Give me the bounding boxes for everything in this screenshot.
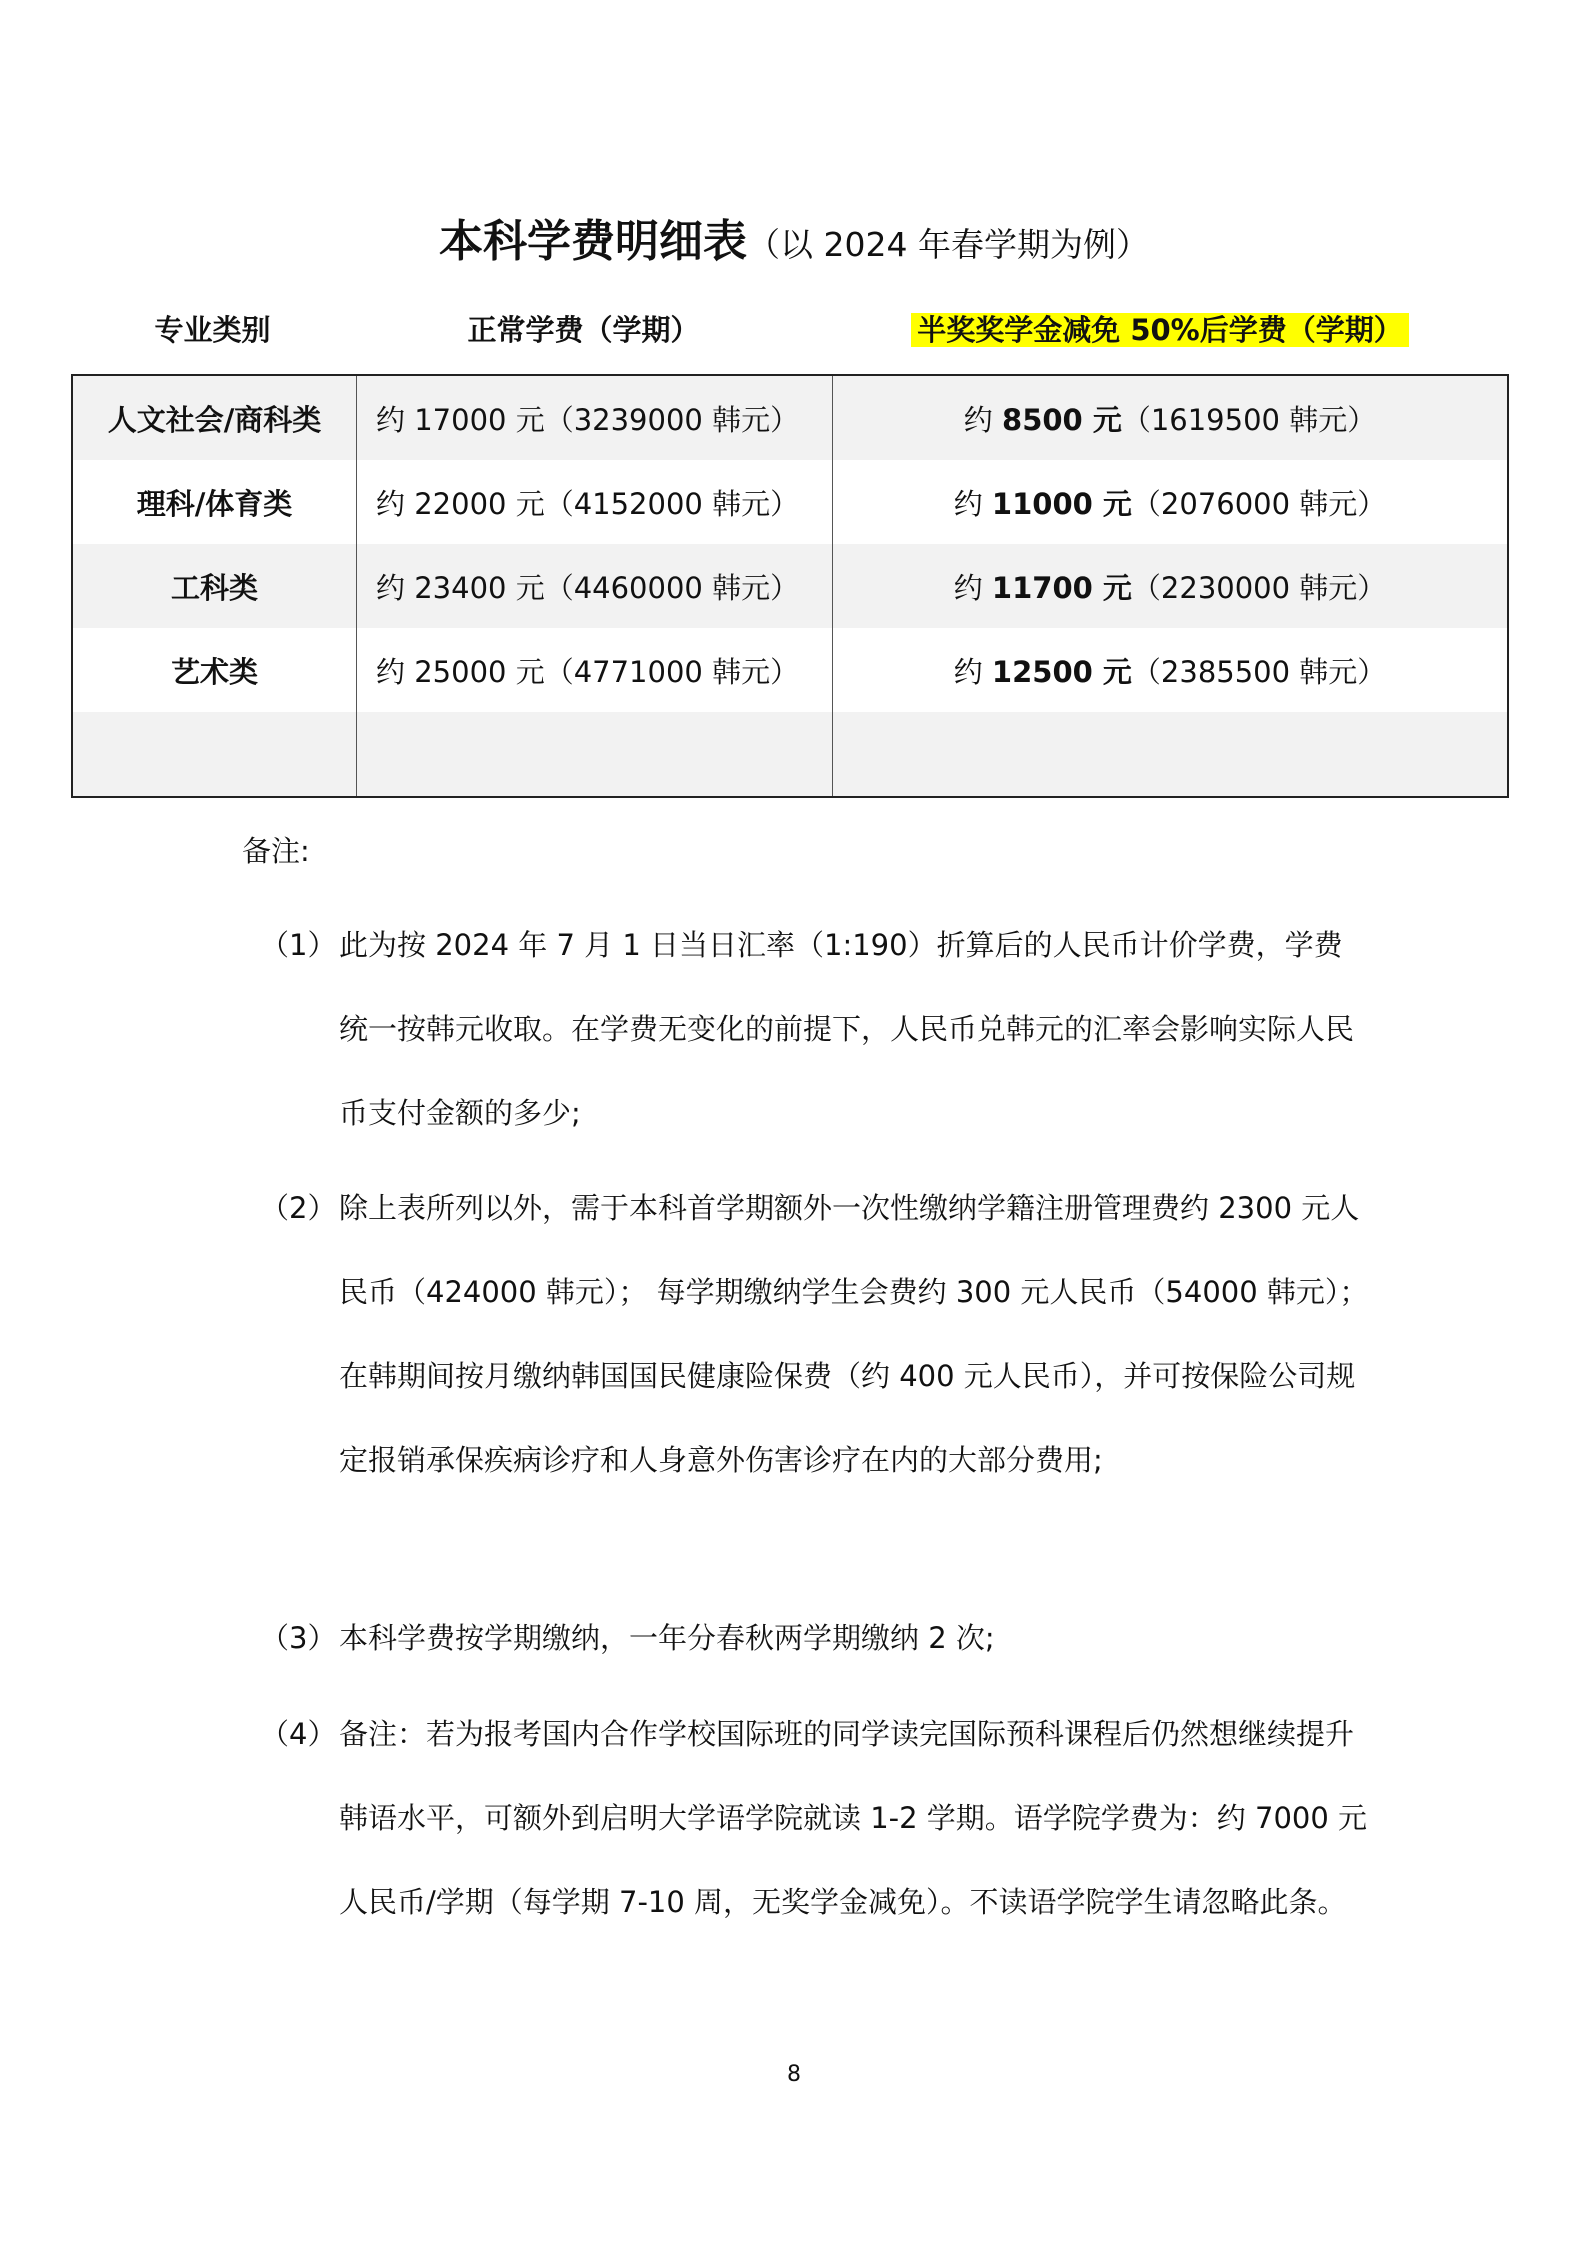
title-main: 本科学费明细表 xyxy=(439,216,748,267)
document-title xyxy=(0,205,1588,269)
note-text: 本科学费按学期缴纳，一年分春秋两学期缴纳 2 次; xyxy=(339,1621,995,1655)
half-fee-cell xyxy=(833,544,1509,628)
empty-cell xyxy=(357,712,833,797)
category-cell: 工科类 xyxy=(72,544,357,628)
half-fee-krw: （2385500 韩元） xyxy=(1131,654,1387,689)
note-number: （4） xyxy=(260,1717,337,1751)
half-fee-krw: （1619500 韩元） xyxy=(1121,402,1377,437)
half-fee-amount: 8500 元 xyxy=(1002,402,1122,437)
half-fee-cell xyxy=(833,375,1509,460)
table-row-empty xyxy=(72,712,1508,797)
empty-cell xyxy=(833,712,1509,797)
half-fee-amount: 12500 元 xyxy=(991,654,1132,689)
category-cell: 人文社会/商科类 xyxy=(72,375,357,460)
half-fee-krw: （2076000 韩元） xyxy=(1131,486,1387,521)
half-fee-cell xyxy=(833,460,1509,544)
table-row xyxy=(72,544,1508,628)
note-text: 除上表所列以外，需于本科首学期额外一次性缴纳学籍注册管理费约 2300 元人民币（424000 韩元）； 每学期缴纳学生会费约 300 元人民币（54000 韩元）； 在韩期间按月缴纳韩国国民健康险保费（约 400 元人民币），并可按保险公司规定报销承保疾病诊疗和人身意外伤害诊疗在内的大部分费用; xyxy=(339,1191,1369,1477)
title-subtitle: （以 2024 年春学期为例） xyxy=(747,225,1149,264)
normal-fee-cell: 约 17000 元（3239000 韩元） xyxy=(357,375,833,460)
category-cell: 理科/体育类 xyxy=(72,460,357,544)
note-text: 此为按 2024 年 7 月 1 日当日汇率（1:190）折算后的人民币计价学费，学费统一按韩元收取。在学费无变化的前提下，人民币兑韩元的汇率会影响实际人民币支付金额的多少; xyxy=(339,928,1355,1130)
header-normal-fee: 正常学费（学期） xyxy=(467,313,700,347)
category-cell: 艺术类 xyxy=(72,628,357,712)
normal-fee-cell: 约 22000 元（4152000 韩元） xyxy=(357,460,833,544)
note-text: 备注：若为报考国内合作学校国际班的同学读完国际预科课程后仍然想继续提升韩语水平，可额外到启明大学语学院就读 1-2 学期。语学院学费为：约 7000 元人民币/学期（每学期 7-10 周，无奖学金减免）。不读语学院学生请忽略此条。 xyxy=(339,1717,1368,1919)
half-fee-prefix: 约 xyxy=(953,654,992,689)
note-number: （1） xyxy=(260,928,337,962)
half-fee-krw: （2230000 韩元） xyxy=(1131,570,1387,605)
table-row xyxy=(72,460,1508,544)
header-half-fee-highlight: 半奖奖学金减免 50%后学费（学期） xyxy=(911,313,1409,347)
normal-fee-cell: 约 25000 元（4771000 韩元） xyxy=(357,628,833,712)
note-number: （3） xyxy=(260,1621,337,1655)
empty-cell xyxy=(72,712,357,797)
note-number: （2） xyxy=(260,1191,337,1225)
half-fee-prefix: 约 xyxy=(953,486,992,521)
page-number: 8 xyxy=(787,2062,801,2087)
table-row xyxy=(72,375,1508,460)
normal-fee-cell: 约 23400 元（4460000 韩元） xyxy=(357,544,833,628)
fee-table xyxy=(71,374,1509,798)
header-half-fee xyxy=(812,308,1508,352)
half-fee-cell xyxy=(833,628,1509,712)
half-fee-prefix: 约 xyxy=(953,570,992,605)
header-category: 专业类别 xyxy=(154,313,271,347)
half-fee-amount: 11700 元 xyxy=(991,570,1132,605)
half-fee-amount: 11000 元 xyxy=(991,486,1132,521)
table-row xyxy=(72,628,1508,712)
half-fee-prefix: 约 xyxy=(963,402,1003,437)
notes-label: 备注: xyxy=(242,834,310,868)
